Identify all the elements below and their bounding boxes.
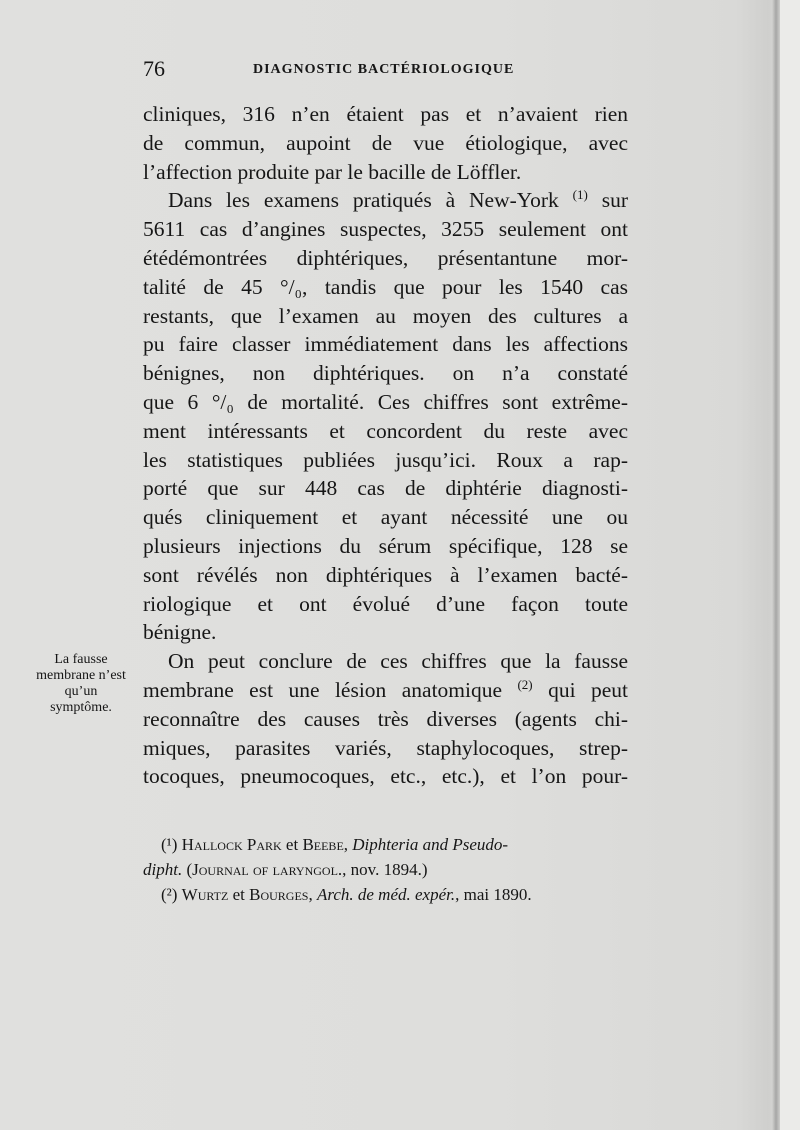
footnote-author: Wurtz xyxy=(181,885,229,904)
margin-note-line: La fausse xyxy=(54,652,108,667)
footnote-ref-2: (2) xyxy=(517,676,533,692)
page-number: 76 xyxy=(143,56,165,81)
footnote-author: Bourges xyxy=(249,885,309,904)
text-segment: sur xyxy=(587,188,628,213)
page-gutter-shadow xyxy=(772,0,780,1130)
text-line: sont révélés non diphtériques à l’examen bacté- xyxy=(143,562,628,587)
text-line xyxy=(143,676,628,705)
text-line: restants, que l’examen au moyen des cultures a xyxy=(143,303,628,328)
text-line: les statistiques publiées jusqu’ici. Roux a rap- xyxy=(143,447,628,472)
footnote-title: dipht. xyxy=(143,860,183,879)
text-line: tocoques, pneumocoques, etc., etc.), et l’on pour- xyxy=(143,764,628,789)
text-line xyxy=(143,186,628,215)
footnote-text: et xyxy=(228,885,250,904)
footnote-journal: Journal of laryngol. xyxy=(192,860,343,879)
text-segment: membrane est une lésion anatomique xyxy=(143,677,503,702)
text-line: miques, parasites variés, staphylocoques, strep- xyxy=(143,735,628,760)
footnote-title: Diphteria and Pseudo- xyxy=(352,835,509,854)
footnote-marker: (²) xyxy=(161,885,178,904)
text-segment: Dans les examens pratiqués à New-York xyxy=(168,188,559,213)
footnotes xyxy=(143,832,628,907)
footnote-text: ( xyxy=(182,860,193,879)
text-line: étédémontrées diphtériques, présentantune mor- xyxy=(143,245,628,270)
text-line: l’affection produite par le bacille de Löffler. xyxy=(143,159,522,184)
text-line: que 6 °/₀ de mortalité. Ces chiffres sont extrême- xyxy=(143,389,628,414)
footnote-text: , xyxy=(308,885,317,904)
text-line: talité de 45 °/₀, tandis que pour les 1540 cas xyxy=(143,274,628,299)
footnote-text: , mai 1890. xyxy=(455,885,532,904)
text-segment: qui peut xyxy=(532,677,628,702)
page-edge xyxy=(780,0,800,1130)
text-line: reconnaître des causes très diverses (agents chi- xyxy=(143,706,628,731)
margin-note xyxy=(22,652,140,716)
text-line: de commun, aupoint de vue étiologique, avec xyxy=(143,130,628,155)
text-line: pu faire classer immédiatement dans les affections xyxy=(143,332,628,357)
footnote-1 xyxy=(143,832,628,857)
footnote-author: Hallock Park xyxy=(181,835,282,854)
text-line: plusieurs injections du sérum spécifique, 128 se xyxy=(143,533,628,558)
footnote-ref-1: (1) xyxy=(572,187,588,203)
footnote-author: Beebe xyxy=(302,835,344,854)
text-line: ment intéressants et concordent du reste avec xyxy=(143,418,628,443)
footnote-1-cont xyxy=(143,857,628,882)
text-line: porté que sur 448 cas de diphtérie diagnosti- xyxy=(143,476,628,501)
text-line: qués cliniquement et ayant nécessité une ou xyxy=(143,505,628,530)
page-header xyxy=(143,56,623,86)
text-line: cliniques, 316 n’en étaient pas et n’avaient rien xyxy=(143,102,628,126)
margin-note-line: membrane n’est xyxy=(36,668,126,683)
text-line: On peut conclure de ces chiffres que la fausse xyxy=(168,649,628,674)
footnote-text: , xyxy=(343,835,353,854)
text-line: bénignes, non diphtériques. on n’a constaté xyxy=(143,361,628,386)
footnote-2 xyxy=(143,882,628,907)
text-line: riologique et ont évolué d’une façon toute xyxy=(143,591,628,616)
footnote-text: , nov. 1894.) xyxy=(342,860,428,879)
text-line: 5611 cas d’angines suspectes, 3255 seulement ont xyxy=(143,217,628,242)
text-line: bénigne. xyxy=(143,620,217,645)
running-title: DIAGNOSTIC BACTÉRIOLOGIQUE xyxy=(253,62,515,77)
margin-note-line: symptôme. xyxy=(50,700,112,715)
footnote-marker: (¹) xyxy=(161,835,178,854)
footnote-text: et xyxy=(281,835,303,854)
margin-note-line: qu’un xyxy=(64,684,98,699)
footnote-title: Arch. de méd. expér. xyxy=(316,885,456,904)
body-text xyxy=(143,100,628,791)
